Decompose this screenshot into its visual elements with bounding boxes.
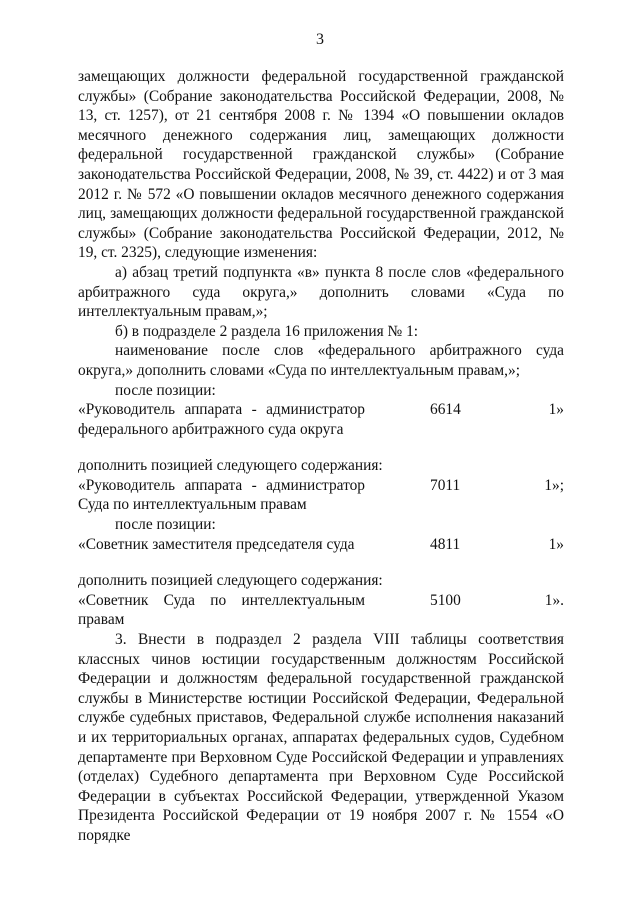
page-number: 3 <box>316 31 324 48</box>
after-position-label: после позиции: <box>115 516 216 534</box>
position-code: 5100 <box>430 591 461 609</box>
spacer <box>78 439 564 456</box>
position-row <box>78 591 564 630</box>
add-position-label: дополнить позицией следующего содержания: <box>78 572 383 590</box>
position-group: 1». <box>544 591 564 609</box>
item-b: б) в подразделе 2 раздела 16 приложения № 1: <box>115 322 419 340</box>
position-row <box>78 535 564 555</box>
after-position-label: после позиции: <box>115 381 216 399</box>
position-group: 1»; <box>544 476 564 494</box>
position-row <box>78 400 564 439</box>
position-code: 6614 <box>430 401 461 419</box>
document-body <box>78 67 564 846</box>
position-code: 4811 <box>430 535 461 553</box>
paragraph-3: 3. Внести в подраздел 2 раздела VIII таблицы соответствия классных чинов юстиции государственным должностям Российской Федерации и должностям федеральной государственной гражданской службы в Министерстве юстиции Российской Федерации, Федеральной службе судебных приставов, Федеральной службе исполнения наказаний и их территориальных органах, аппаратах федеральных судов, Судебном департаменте при Верховном Суде Российской Федерации и управлениях (отделах) Судебного департамента при Верховном Суде Российской Федерации в субъектах Российской Федерации, утвержденной Указом Президента Российской Федерации от 19 ноября 2007 г. № 1554 «О порядке <box>78 631 564 844</box>
position-group: 1» <box>548 401 564 419</box>
position-name: «Советник Суда по интеллектуальным правам <box>78 591 365 629</box>
position-group: 1» <box>548 535 564 553</box>
add-position-label: дополнить позицией следующего содержания: <box>78 457 383 475</box>
position-code: 7011 <box>430 476 461 494</box>
item-a: а) абзац третий подпункта «в» пункта 8 после слов «федерального арбитражного суда округа,» дополнить словами «Суда по интеллектуальным правам,»; <box>78 263 564 321</box>
position-name: «Руководитель аппарата - администратор Суда по интеллектуальным правам <box>78 476 365 514</box>
position-name: «Советник заместителя председателя суда <box>78 535 355 553</box>
paragraph-intro: замещающих должности федеральной государственной гражданской службы» (Собрание законодательства Российской Федерации, 2008, № 13, ст. 1257), от 21 сентября 2008 г. № 1394 «О повышении окладов месячного денежного содержания лиц, замещающих должности федеральной государственной гражданской службы» (Собрание законодательства Российской Федерации, 2008, № 39, ст. 4422) и от 3 мая 2012 г. № 572 «О повышении окладов месячного денежного содержания лиц, замещающих должности федеральной государственной гражданской службы» (Собрание законодательства Российской Федерации, 2012, № 19, ст. 2325), следующие изменения: <box>78 68 564 262</box>
position-name: «Руководитель аппарата - администратор федерального арбитражного суда округа <box>78 401 365 438</box>
item-b-text: наименование после слов «федерального арбитражного суда округа,» дополнить словами «Суда по интеллектуальным правам,»; <box>78 342 564 379</box>
position-row <box>78 476 564 515</box>
spacer <box>78 554 564 571</box>
